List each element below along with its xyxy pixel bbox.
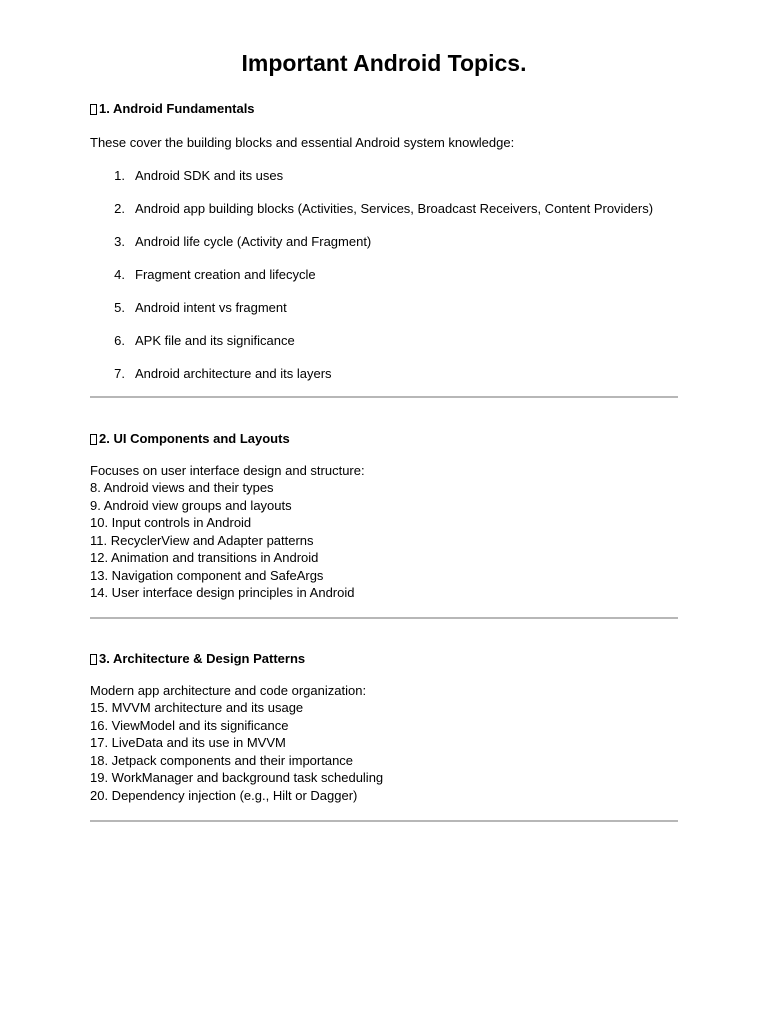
list-item-text: Android intent vs fragment <box>135 300 287 315</box>
horizontal-divider <box>90 617 678 619</box>
list-item-text: Fragment creation and lifecycle <box>135 267 316 282</box>
section-heading <box>90 430 678 448</box>
list-item-number: 6. <box>114 333 125 348</box>
list-item: 10. Input controls in Android <box>90 515 252 530</box>
list-item <box>90 332 678 365</box>
list-item: 13. Navigation component and SafeArgs <box>90 567 324 583</box>
section-heading-text: 3. Architecture & Design Patterns <box>99 651 306 666</box>
topic-list <box>90 699 678 804</box>
list-item <box>90 266 678 299</box>
page-title: Important Android Topics. <box>241 50 527 76</box>
section-intro: These cover the building blocks and essential Android system knowledge: <box>90 135 515 150</box>
list-item-number: 7. <box>114 366 125 381</box>
list-item-text: APK file and its significance <box>135 333 295 348</box>
list-item-text: Android app building blocks (Activities, Services, Broadcast Receivers, Content Providers) <box>135 201 654 216</box>
missing-glyph-icon <box>90 104 97 115</box>
list-item: 14. User interface design principles in Android <box>90 585 355 600</box>
missing-glyph-icon <box>90 434 97 445</box>
list-item-text: Android SDK and its uses <box>135 168 284 183</box>
list-item: 19. WorkManager and background task scheduling <box>90 770 384 785</box>
section-heading-text: 1. Android Fundamentals <box>99 101 255 116</box>
section-ui-components <box>90 430 678 602</box>
section-heading <box>90 100 678 118</box>
list-item-number: 2. <box>114 201 125 216</box>
section-heading-text: 2. UI Components and Layouts <box>99 431 290 446</box>
section-architecture-patterns <box>90 650 678 804</box>
list-item: 9. Android view groups and layouts <box>90 497 292 513</box>
list-item <box>90 233 678 266</box>
list-item: 8. Android views and their types <box>90 480 274 495</box>
numbered-list <box>90 167 678 398</box>
section-heading <box>90 650 678 668</box>
section-intro: Modern app architecture and code organization: <box>90 683 367 698</box>
list-item: 17. LiveData and its use in MVVM <box>90 735 286 750</box>
horizontal-divider <box>90 396 678 398</box>
list-item: 15. MVVM architecture and its usage <box>90 700 304 715</box>
list-item <box>90 365 678 398</box>
list-item: 20. Dependency injection (e.g., Hilt or Dagger) <box>90 787 358 803</box>
list-item-number: 1. <box>114 168 125 183</box>
list-item-number: 5. <box>114 300 125 315</box>
list-item-number: 3. <box>114 234 125 249</box>
list-item <box>90 200 678 233</box>
list-item: 11. RecyclerView and Adapter patterns <box>90 532 314 548</box>
list-item: 18. Jetpack components and their importance <box>90 752 354 768</box>
list-item-text: Android architecture and its layers <box>135 366 332 381</box>
section-intro: Focuses on user interface design and structure: <box>90 463 365 478</box>
list-item: 16. ViewModel and its significance <box>90 717 289 733</box>
missing-glyph-icon <box>90 654 97 665</box>
list-item <box>90 299 678 332</box>
section-android-fundamentals <box>90 100 678 398</box>
topic-list <box>90 479 678 602</box>
list-item <box>90 167 678 200</box>
list-item-text: Android life cycle (Activity and Fragment) <box>135 234 372 249</box>
list-item: 12. Animation and transitions in Android <box>90 550 319 565</box>
list-item-number: 4. <box>114 267 125 282</box>
horizontal-divider <box>90 820 678 822</box>
